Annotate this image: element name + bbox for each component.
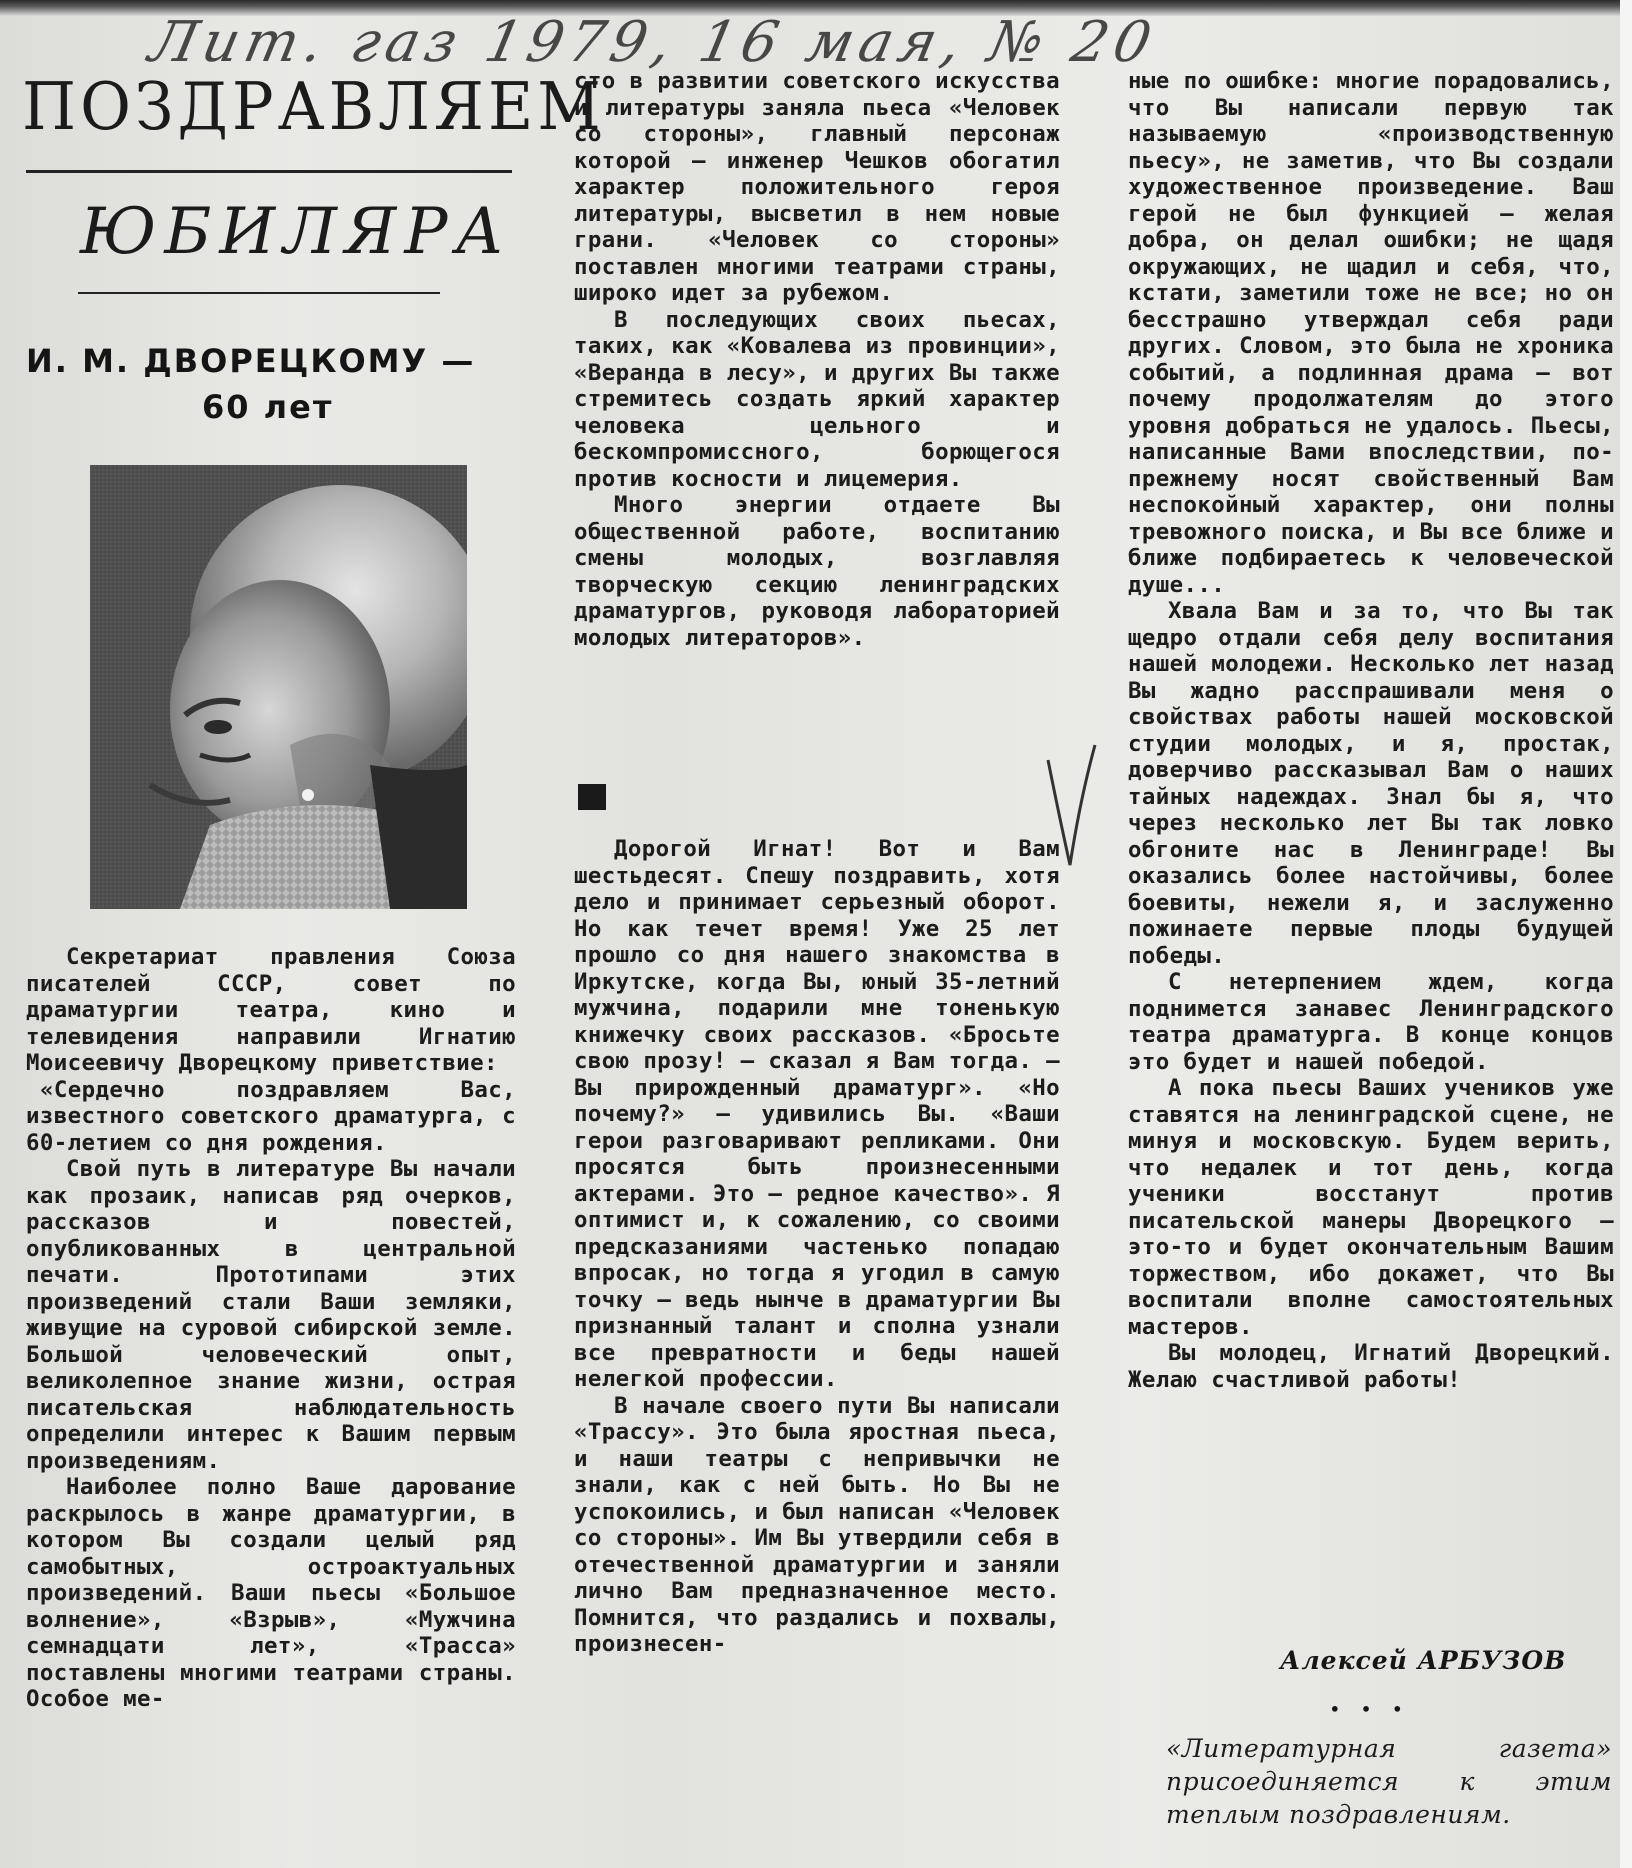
- paragraph: ные по ошибке: многие порадовались, что Вы написали первую так называемую «производственную пьесу», не заметив, что Вы создали художественное произведение. Ваш герой не был функцией — желая добра, он делал ошибки; не щадя окружающих, не щадил и себя, что, кстати, заметили тоже не все; но он бесстрашно утверждал себя ради других. Словом, это была не хроника событий, а подлинная драма — вот почему продолжателям до этого уровня добраться не удалось. Пьесы, написанные Вами впоследствии, по-прежнему носят свойственный Вам неспокойный характер, они полны тревожного поиска, и Вы все ближе и ближе подбираетесь к человеческой душе...: [1128, 68, 1614, 598]
- handwritten-note: Лит. газ 1979, 16 мая, № 20: [143, 10, 1163, 75]
- headline-name: И. М. ДВОРЕЦКОМУ —: [26, 342, 476, 380]
- rubric-rule-top: [26, 170, 512, 173]
- separator: • • •: [1330, 1700, 1409, 1719]
- column-2-bottom: [574, 836, 1060, 1658]
- column-2-top: [574, 68, 1060, 651]
- author-signature: Алексей АРБУЗОВ: [1280, 1646, 1567, 1675]
- editorial-note: «Литературная газета» присоединяется к этим теплым поздравлениям.: [1166, 1734, 1612, 1829]
- paragraph: С нетерпением ждем, когда поднимется занавес Ленинградского театра драматурга. В конце концов это будет и нашей победой.: [1128, 969, 1614, 1075]
- paragraph: «Сердечно поздравляем Вас, известного советского драматурга, с 60-летием со дня рождения.: [26, 1076, 516, 1156]
- scan-right-edge: [1620, 0, 1632, 1868]
- article-headline: [26, 338, 516, 430]
- paragraph: сто в развитии советского искусства и литературы заняла пьеса «Человек со стороны», главный персонаж которой — инженер Чешков обогатил характер положительного героя литературы, высветил в нем новые грани. «Человек со стороны» поставлен многими театрами страны, широко идет за рубежом.: [574, 68, 1060, 306]
- section-divider-square: [578, 784, 606, 810]
- paragraph: Наиболее полно Ваше дарование раскрылось в жанре драматургии, в котором Вы создали целый ряд самобытных, остроактуальных произведений. Ваши пьесы «Большое волнение», «Взрыв», «Мужчина семнадцати лет», «Трасса» поставлены многими театрами страны. Особое ме-: [26, 1474, 516, 1712]
- paragraph: В последующих своих пьесах, таких, как «Ковалева из провинции», «Веранда в лесу», и других Вы также стремитесь создать яркий характер человека цельного и бескомпромиссного, борющегося против косности и лицемерия.: [574, 306, 1060, 492]
- paragraph: А пока пьесы Ваших учеников уже ставятся на ленинградской сцене, не минуя и московскую. Будем верить, что недалек и тот день, когда ученики восстанут против писательской манеры Дворецкого — это-то и будет окончательным Вашим торжеством, ибо докажет, что Вы воспитали вполне самостоятельных мастеров.: [1128, 1075, 1614, 1340]
- column-3: [1128, 68, 1614, 1393]
- rubric-line-1: ПОЗДРАВЛЯЕМ: [22, 68, 605, 145]
- headline-age: 60 лет: [202, 388, 334, 426]
- paragraph: Дорогой Игнат! Вот и Вам шестьдесят. Спешу поздравить, хотя дело и принимает серьезный оборот. Но как течет время! Уже 25 лет прошло со дня нашего знакомства в Иркутске, когда Вы, юный 35-летний мужчина, подарили мне тоненькую книжечку своих рассказов. «Бросьте свою прозу! — сказал я Вам тогда. — Вы прирожденный драматург». «Но почему?» — удивились Вы. «Ваши герои разговаривают репликами. Они просятся быть произнесенными актерами. Это — редное качество». Я оптимист и, к сожалению, со своими предсказаниями частенько попадаю впросак, но тогда я угодил в самую точку — ведь нынче в драматургии Вы признанный талант и сполна узнали все превратности и беды нашей нелегкой профессии.: [574, 836, 1060, 1392]
- paragraph: Вы молодец, Игнатий Дворецкий. Желаю счастливой работы!: [1128, 1340, 1614, 1393]
- portrait-photo: [90, 465, 467, 909]
- portrait-photo-icon: [90, 465, 467, 909]
- paragraph: Хвала Вам и за то, что Вы так щедро отдали себя делу воспитания нашей молодежи. Несколько лет назад Вы жадно расспрашивали меня о свойствах работы нашей московской студии молодых, и я, простак, доверчиво рассказывал Вам о наших тайных надеждах. Знал бы я, что через несколько лет Вы так ловко обгоните нас в Ленинграде! Вы оказались более настойчивы, более боевиты, нежели я, и заслуженно пожинаете первые плоды будущей победы.: [1128, 598, 1614, 969]
- paragraph: В начале своего пути Вы написали «Трассу». Это была яростная пьеса, и наши театры с непривычки не знали, как с ней быть. Но Вы не успокоились, и был написан «Человек со стороны». Им Вы утвердили себя в отечественной драматургии и заняли лично Вам предназначенное место. Помнится, что раздались и похвалы, произнесен-: [574, 1392, 1060, 1657]
- rubric-line-2: ЮБИЛЯРА: [80, 195, 512, 269]
- rubric-rule-bottom: [78, 292, 440, 294]
- paragraph: Много энергии отдаете Вы общественной работе, воспитанию смены молодых, возглавляя творческую секцию ленинградских драматургов, руководя лабораторией молодых литераторов».: [574, 492, 1060, 651]
- paragraph: Секретариат правления Союза писателей СССР, совет по драматургии театра, кино и телевидения направили Игнатию Моисеевичу Дворецкому приветствие:: [26, 944, 516, 1076]
- column-1: [26, 944, 516, 1713]
- paragraph: Свой путь в литературе Вы начали как прозаик, написав ряд очерков, рассказов и повестей, опубликованных в центральной печати. Прототипами этих произведений стали Ваши земляки, живущие на суровой сибирской земле. Большой человеческий опыт, великолепное знание жизни, острая писательская наблюдательность определили интерес к Вашим первым произведениям.: [26, 1156, 516, 1474]
